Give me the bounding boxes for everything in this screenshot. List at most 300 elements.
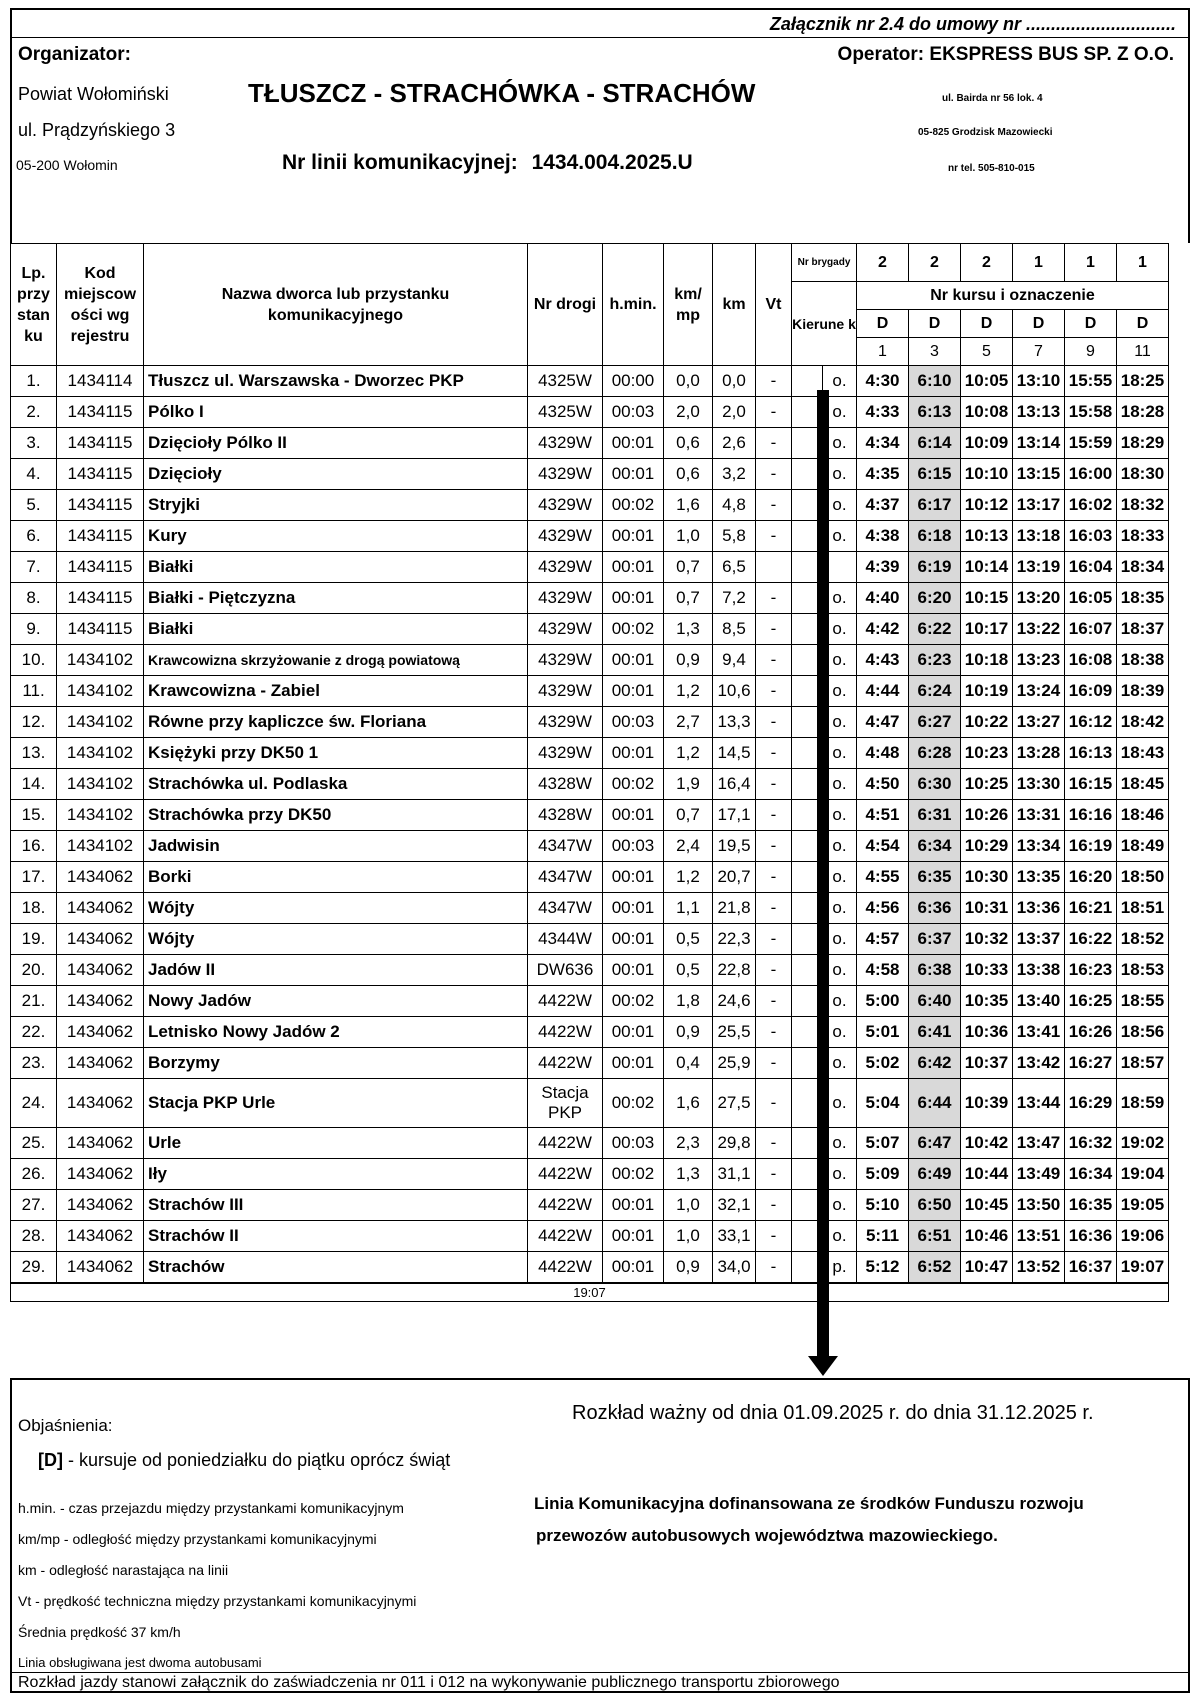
departure-time: 10:37 — [961, 1048, 1013, 1079]
travel-time: 00:01 — [603, 521, 664, 552]
road-number: 4325W — [528, 366, 603, 397]
arrow-cell — [792, 1079, 805, 1128]
stop-name: Równe przy kapliczce św. Floriana — [144, 707, 528, 738]
departure-time: 13:10 — [1013, 366, 1065, 397]
departure-time: 16:23 — [1065, 955, 1117, 986]
departure-time: 4:56 — [857, 893, 909, 924]
departure-time: 18:51 — [1117, 893, 1169, 924]
departure-time: 10:10 — [961, 459, 1013, 490]
arrow-cell — [792, 862, 805, 893]
departure-time: 10:44 — [961, 1159, 1013, 1190]
distance-between: 1,3 — [664, 614, 713, 645]
direction-code: o. — [823, 1017, 857, 1048]
departure-time: 6:14 — [909, 428, 961, 459]
distance-between: 2,0 — [664, 397, 713, 428]
distance-cumulative: 24,6 — [713, 986, 756, 1017]
travel-time: 00:02 — [603, 490, 664, 521]
table-row — [11, 1159, 1169, 1190]
distance-between: 0,6 — [664, 428, 713, 459]
departure-time: 16:04 — [1065, 552, 1117, 583]
mark-cell: D — [909, 310, 961, 338]
arrow-cell — [792, 459, 805, 490]
road-number: Stacja PKP — [528, 1079, 603, 1128]
road-number: 4422W — [528, 1128, 603, 1159]
funding-line-1: Linia Komunikacyjna dofinansowana ze środków Funduszu rozwoju — [534, 1494, 1084, 1513]
departure-time: 18:37 — [1117, 614, 1169, 645]
departure-time: 6:23 — [909, 645, 961, 676]
departure-time: 13:50 — [1013, 1190, 1065, 1221]
departure-time: 18:50 — [1117, 862, 1169, 893]
direction-code: o. — [823, 490, 857, 521]
stop-number: 12. — [11, 707, 57, 738]
road-number: 4329W — [528, 707, 603, 738]
departure-time: 13:35 — [1013, 862, 1065, 893]
departure-time: 4:34 — [857, 428, 909, 459]
departure-time: 18:57 — [1117, 1048, 1169, 1079]
course-cell: 5 — [961, 338, 1013, 366]
departure-time: 6:31 — [909, 800, 961, 831]
distance-between: 1,6 — [664, 490, 713, 521]
distance-cumulative: 14,5 — [713, 738, 756, 769]
direction-code: o. — [823, 893, 857, 924]
travel-time: 00:01 — [603, 955, 664, 986]
departure-time: 6:19 — [909, 552, 961, 583]
distance-cumulative: 3,2 — [713, 459, 756, 490]
distance-between: 1,2 — [664, 862, 713, 893]
departure-time: 13:41 — [1013, 1017, 1065, 1048]
departure-time: 13:18 — [1013, 521, 1065, 552]
departure-time: 4:39 — [857, 552, 909, 583]
departure-time: 10:42 — [961, 1128, 1013, 1159]
route-title: TŁUSZCZ - STRACHÓWKA - STRACHÓW — [248, 78, 756, 108]
departure-time: 4:57 — [857, 924, 909, 955]
departure-time: 13:13 — [1013, 397, 1065, 428]
road-number: 4329W — [528, 645, 603, 676]
stop-name: Borzymy — [144, 1048, 528, 1079]
organizer-name: Powiat Wołomiński — [18, 84, 169, 104]
departure-time: 10:14 — [961, 552, 1013, 583]
header-lp: Lp. przy stan ku — [11, 244, 57, 366]
road-number: 4422W — [528, 986, 603, 1017]
distance-cumulative: 0,0 — [713, 366, 756, 397]
organizer-label: Organizator: — [18, 44, 131, 65]
departure-time: 10:35 — [961, 986, 1013, 1017]
direction-code: o. — [823, 1079, 857, 1128]
distance-between: 1,8 — [664, 986, 713, 1017]
speed: - — [756, 893, 792, 924]
departure-time: 13:40 — [1013, 986, 1065, 1017]
departure-time: 5:11 — [857, 1221, 909, 1252]
table-row — [11, 645, 1169, 676]
departure-time: 15:55 — [1065, 366, 1117, 397]
locality-code: 1434062 — [57, 893, 144, 924]
header-kierunek: Kierune k — [792, 282, 857, 366]
table-row — [11, 428, 1169, 459]
departure-time: 19:07 — [1117, 1252, 1169, 1284]
road-number: 4347W — [528, 831, 603, 862]
annex-header — [10, 8, 1190, 38]
departure-time: 6:36 — [909, 893, 961, 924]
departure-time: 6:22 — [909, 614, 961, 645]
stop-number: 25. — [11, 1128, 57, 1159]
departure-time: 18:35 — [1117, 583, 1169, 614]
header-vt: Vt — [756, 244, 792, 366]
departure-time: 6:34 — [909, 831, 961, 862]
organizer-street: ul. Prądzyńskiego 3 — [18, 120, 176, 140]
table-row — [11, 769, 1169, 800]
departure-time: 16:02 — [1065, 490, 1117, 521]
departure-time: 13:17 — [1013, 490, 1065, 521]
stop-number: 22. — [11, 1017, 57, 1048]
departure-time: 6:50 — [909, 1190, 961, 1221]
line-number: 1434.004.2025.U — [531, 151, 693, 174]
speed: - — [756, 459, 792, 490]
departure-time: 16:29 — [1065, 1079, 1117, 1128]
stop-name: Stacja PKP Urle — [144, 1079, 528, 1128]
departure-time: 6:10 — [909, 366, 961, 397]
note-item: km - odległość narastająca na linii — [18, 1562, 229, 1578]
distance-between: 1,1 — [664, 893, 713, 924]
locality-code: 1434062 — [57, 1048, 144, 1079]
departure-time: 18:39 — [1117, 676, 1169, 707]
stop-number: 16. — [11, 831, 57, 862]
departure-time: 5:01 — [857, 1017, 909, 1048]
road-number: 4344W — [528, 924, 603, 955]
travel-time: 00:01 — [603, 800, 664, 831]
departure-time: 16:35 — [1065, 1190, 1117, 1221]
locality-code: 1434115 — [57, 490, 144, 521]
brigade-cell: 2 — [909, 244, 961, 282]
arrow-cell — [792, 1159, 805, 1190]
stop-name: Krawcowizna skrzyżowanie z drogą powiatową — [144, 645, 528, 676]
distance-between: 0,0 — [664, 366, 713, 397]
stop-number: 26. — [11, 1159, 57, 1190]
header-km: km — [713, 244, 756, 366]
distance-between: 2,4 — [664, 831, 713, 862]
locality-code: 1434114 — [57, 366, 144, 397]
departure-time: 13:22 — [1013, 614, 1065, 645]
road-number: 4422W — [528, 1190, 603, 1221]
legend-d-code: [D] — [38, 1450, 63, 1470]
stop-name: Dzięcioły — [144, 459, 528, 490]
speed: - — [756, 1159, 792, 1190]
table-row — [11, 986, 1169, 1017]
departure-time: 13:24 — [1013, 676, 1065, 707]
stop-number: 11. — [11, 676, 57, 707]
travel-time: 00:01 — [603, 428, 664, 459]
arrow-cell — [792, 1048, 805, 1079]
travel-time: 00:01 — [603, 1221, 664, 1252]
header-kod: Kod miejscow ości wg rejestru — [57, 244, 144, 366]
distance-cumulative: 33,1 — [713, 1221, 756, 1252]
direction-code: o. — [823, 397, 857, 428]
distance-between: 0,9 — [664, 645, 713, 676]
table-row — [11, 397, 1169, 428]
departure-time: 18:29 — [1117, 428, 1169, 459]
speed: - — [756, 1128, 792, 1159]
legend-d-text: - kursuje od poniedziałku do piątku oprócz świąt — [63, 1450, 451, 1470]
departure-time: 10:39 — [961, 1079, 1013, 1128]
arrow-cell — [792, 1252, 805, 1284]
direction-code: o. — [823, 924, 857, 955]
direction-code: o. — [823, 428, 857, 459]
stop-name: Jadów II — [144, 955, 528, 986]
table-row — [11, 707, 1169, 738]
table-row — [11, 831, 1169, 862]
distance-cumulative: 32,1 — [713, 1190, 756, 1221]
road-number: 4329W — [528, 676, 603, 707]
explanations-label: Objaśnienia: — [18, 1416, 113, 1435]
locality-code: 1434102 — [57, 707, 144, 738]
stop-name: Tłuszcz ul. Warszawska - Dworzec PKP — [144, 366, 528, 397]
distance-cumulative: 25,9 — [713, 1048, 756, 1079]
departure-time: 16:16 — [1065, 800, 1117, 831]
arrow-cell — [792, 986, 805, 1017]
direction-code: o. — [823, 955, 857, 986]
departure-time: 10:19 — [961, 676, 1013, 707]
distance-cumulative: 21,8 — [713, 893, 756, 924]
direction-arrow-icon — [808, 1356, 838, 1376]
arrow-cell — [792, 1190, 805, 1221]
organizer-city: 05-200 Wołomin — [16, 157, 118, 173]
arrow-cell — [792, 800, 805, 831]
departure-time: 10:05 — [961, 366, 1013, 397]
departure-time: 6:27 — [909, 707, 961, 738]
locality-code: 1434115 — [57, 614, 144, 645]
table-row — [11, 924, 1169, 955]
departure-time: 4:50 — [857, 769, 909, 800]
departure-time: 4:30 — [857, 366, 909, 397]
distance-between: 0,9 — [664, 1252, 713, 1284]
brigade-cell: 2 — [961, 244, 1013, 282]
arrow-cell — [792, 1128, 805, 1159]
locality-code: 1434102 — [57, 676, 144, 707]
road-number: 4329W — [528, 552, 603, 583]
departure-time: 13:44 — [1013, 1079, 1065, 1128]
header-nazwa: Nazwa dworca lub przystanku komunikacyjnego — [144, 244, 528, 366]
direction-code: o. — [823, 521, 857, 552]
stop-number: 15. — [11, 800, 57, 831]
departure-time: 13:20 — [1013, 583, 1065, 614]
departure-time: 6:18 — [909, 521, 961, 552]
distance-cumulative: 13,3 — [713, 707, 756, 738]
distance-between: 1,0 — [664, 1221, 713, 1252]
course-cell: 9 — [1065, 338, 1117, 366]
speed: - — [756, 645, 792, 676]
table-row — [11, 490, 1169, 521]
departure-time: 13:19 — [1013, 552, 1065, 583]
table-row — [11, 1079, 1169, 1128]
departure-time: 16:34 — [1065, 1159, 1117, 1190]
stop-number: 27. — [11, 1190, 57, 1221]
speed: - — [756, 521, 792, 552]
stop-name: Pólko I — [144, 397, 528, 428]
stop-number: 10. — [11, 645, 57, 676]
departure-time: 16:12 — [1065, 707, 1117, 738]
departure-time: 10:17 — [961, 614, 1013, 645]
stop-number: 4. — [11, 459, 57, 490]
departure-time: 16:08 — [1065, 645, 1117, 676]
speed: - — [756, 366, 792, 397]
distance-between: 1,2 — [664, 676, 713, 707]
departure-time: 16:22 — [1065, 924, 1117, 955]
departure-time: 4:42 — [857, 614, 909, 645]
departure-time: 10:29 — [961, 831, 1013, 862]
distance-cumulative: 7,2 — [713, 583, 756, 614]
road-number: 4325W — [528, 397, 603, 428]
distance-cumulative: 16,4 — [713, 769, 756, 800]
departure-time: 13:38 — [1013, 955, 1065, 986]
stop-name: Strachów II — [144, 1221, 528, 1252]
departure-time: 13:14 — [1013, 428, 1065, 459]
road-number: 4328W — [528, 800, 603, 831]
travel-time: 00:03 — [603, 707, 664, 738]
note-item: Linia obsługiwana jest dwoma autobusami — [18, 1655, 262, 1670]
distance-between: 2,3 — [664, 1128, 713, 1159]
timetable — [10, 243, 1169, 1302]
note-item: km/mp - odległość między przystankami komunikacyjnymi — [18, 1531, 377, 1547]
travel-time: 00:02 — [603, 1159, 664, 1190]
departure-time: 13:27 — [1013, 707, 1065, 738]
speed: - — [756, 490, 792, 521]
travel-time: 00:01 — [603, 583, 664, 614]
departure-time: 16:36 — [1065, 1221, 1117, 1252]
travel-time: 00:01 — [603, 459, 664, 490]
arrow-cell — [792, 490, 805, 521]
departure-time: 4:47 — [857, 707, 909, 738]
distance-cumulative: 34,0 — [713, 1252, 756, 1284]
departure-time: 6:28 — [909, 738, 961, 769]
departure-time: 6:52 — [909, 1252, 961, 1284]
direction-code: o. — [823, 769, 857, 800]
departure-time: 18:46 — [1117, 800, 1169, 831]
table-row — [11, 862, 1169, 893]
operator-street: ul. Bairda nr 56 lok. 4 — [942, 93, 1043, 104]
speed: - — [756, 583, 792, 614]
departure-time: 18:52 — [1117, 924, 1169, 955]
departure-time: 18:42 — [1117, 707, 1169, 738]
departure-time: 10:08 — [961, 397, 1013, 428]
course-cell: 1 — [857, 338, 909, 366]
table-row — [11, 614, 1169, 645]
departure-time: 15:59 — [1065, 428, 1117, 459]
departure-time: 5:07 — [857, 1128, 909, 1159]
footer — [10, 1378, 1190, 1693]
travel-time: 00:02 — [603, 986, 664, 1017]
locality-code: 1434062 — [57, 1190, 144, 1221]
departure-time: 5:10 — [857, 1190, 909, 1221]
departure-time: 13:15 — [1013, 459, 1065, 490]
direction-code: o. — [823, 831, 857, 862]
arrow-cell — [792, 893, 805, 924]
distance-between: 1,0 — [664, 1190, 713, 1221]
header-nr-drogi: Nr drogi — [528, 244, 603, 366]
speed: - — [756, 1048, 792, 1079]
travel-time: 00:01 — [603, 738, 664, 769]
locality-code: 1434062 — [57, 1221, 144, 1252]
departure-time: 6:47 — [909, 1128, 961, 1159]
stop-name: Strachów III — [144, 1190, 528, 1221]
speed — [756, 552, 792, 583]
distance-cumulative: 5,8 — [713, 521, 756, 552]
departure-time: 15:58 — [1065, 397, 1117, 428]
table-row — [11, 1190, 1169, 1221]
stop-number: 24. — [11, 1079, 57, 1128]
course-cell: 3 — [909, 338, 961, 366]
table-row — [11, 552, 1169, 583]
header-hmin: h.min. — [603, 244, 664, 366]
speed: - — [756, 1221, 792, 1252]
stop-name: Białki — [144, 552, 528, 583]
departure-time: 6:44 — [909, 1079, 961, 1128]
departure-time: 5:09 — [857, 1159, 909, 1190]
direction-code: o. — [823, 862, 857, 893]
direction-code: o. — [823, 986, 857, 1017]
travel-time: 00:02 — [603, 1079, 664, 1128]
departure-time: 18:28 — [1117, 397, 1169, 428]
brigade-cell: 1 — [1013, 244, 1065, 282]
table-row — [11, 1128, 1169, 1159]
stop-number: 8. — [11, 583, 57, 614]
road-number: 4422W — [528, 1221, 603, 1252]
departure-time: 16:09 — [1065, 676, 1117, 707]
arrow-cell — [792, 738, 805, 769]
direction-arrow-shaft — [817, 390, 829, 1358]
distance-between: 1,3 — [664, 1159, 713, 1190]
departure-time: 10:25 — [961, 769, 1013, 800]
stop-number: 29. — [11, 1252, 57, 1284]
speed: - — [756, 1079, 792, 1128]
departure-time: 13:42 — [1013, 1048, 1065, 1079]
distance-cumulative: 25,5 — [713, 1017, 756, 1048]
locality-code: 1434115 — [57, 428, 144, 459]
distance-cumulative: 27,5 — [713, 1079, 756, 1128]
speed: - — [756, 614, 792, 645]
stop-name: Wójty — [144, 893, 528, 924]
stop-number: 20. — [11, 955, 57, 986]
stop-name: Nowy Jadów — [144, 986, 528, 1017]
stop-name: Krawcowizna - Zabiel — [144, 676, 528, 707]
locality-code: 1434062 — [57, 1017, 144, 1048]
locality-code: 1434102 — [57, 645, 144, 676]
note-item: Vt - prędkość techniczna między przystankami komunikacyjnymi — [18, 1593, 417, 1609]
locality-code: 1434115 — [57, 552, 144, 583]
departure-time: 13:36 — [1013, 893, 1065, 924]
departure-time: 13:37 — [1013, 924, 1065, 955]
departure-time: 5:04 — [857, 1079, 909, 1128]
departure-time: 10:09 — [961, 428, 1013, 459]
arrow-cell — [792, 552, 805, 583]
header-kmmp: km/ mp — [664, 244, 713, 366]
distance-cumulative: 29,8 — [713, 1128, 756, 1159]
certificate-text: Rozkład jazdy stanowi załącznik do zaświadczenia nr 011 i 012 na wykonywanie publicznego transportu zbiorowego — [18, 1674, 840, 1691]
road-number: 4422W — [528, 1048, 603, 1079]
operator-city: 05-825 Grodzisk Mazowiecki — [918, 127, 1053, 138]
direction-code: o. — [823, 583, 857, 614]
departure-time: 4:43 — [857, 645, 909, 676]
departure-time: 16:25 — [1065, 986, 1117, 1017]
road-number: DW636 — [528, 955, 603, 986]
departure-time: 4:38 — [857, 521, 909, 552]
departure-time: 10:18 — [961, 645, 1013, 676]
distance-between: 1,6 — [664, 1079, 713, 1128]
departure-time: 10:26 — [961, 800, 1013, 831]
departure-time: 19:04 — [1117, 1159, 1169, 1190]
departure-time: 13:47 — [1013, 1128, 1065, 1159]
direction-code: o. — [823, 366, 857, 397]
arrow-cell — [792, 676, 805, 707]
table-row — [11, 738, 1169, 769]
